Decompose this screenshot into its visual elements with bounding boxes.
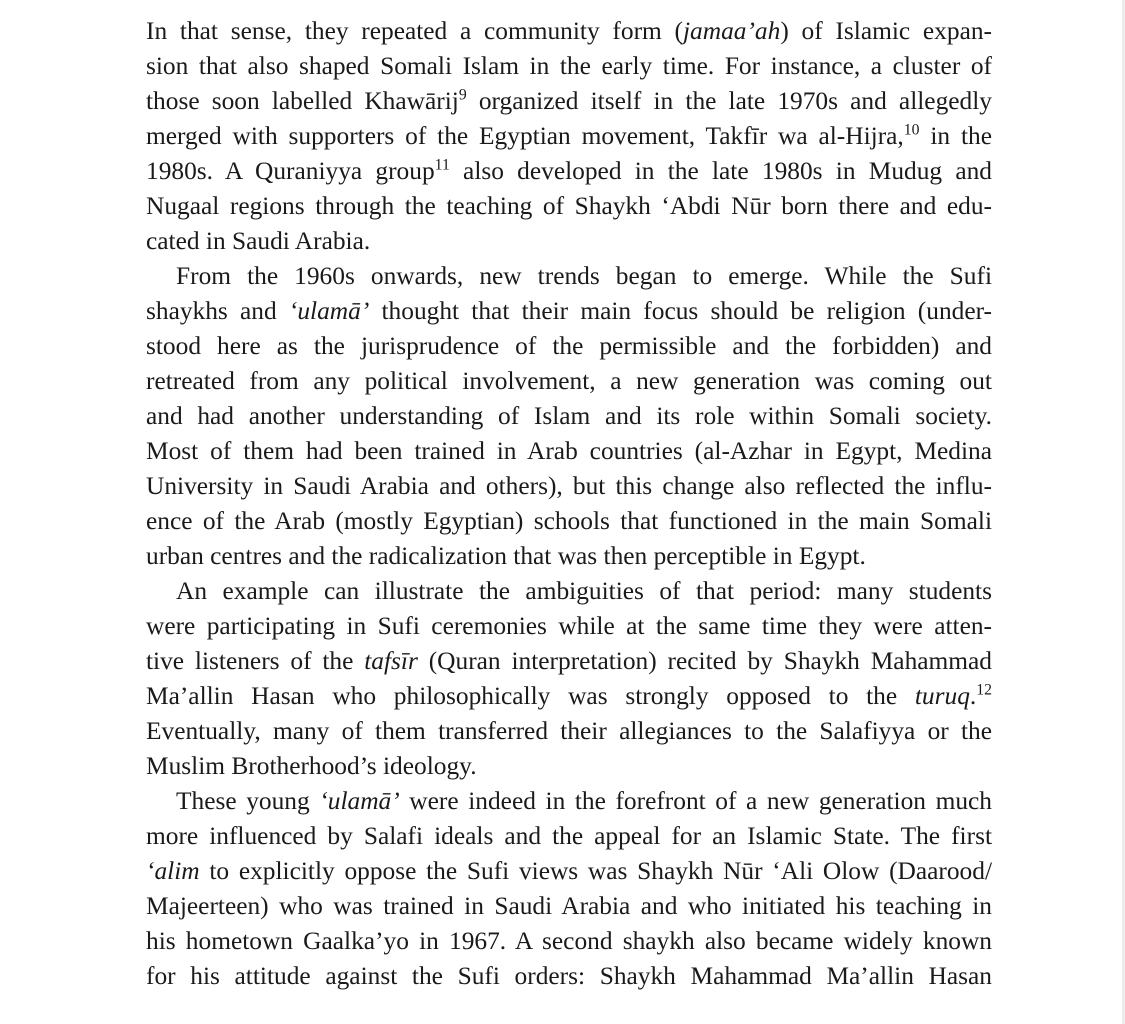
text-run: Majeerteen) who was trained in Saudi Arabia and who initiated his teaching in xyxy=(146,892,992,920)
text-line xyxy=(146,84,992,119)
text-line xyxy=(146,924,992,959)
text-line xyxy=(146,119,992,154)
italic-term: ‘ulamā’ xyxy=(288,297,370,325)
text-line xyxy=(146,469,992,504)
text-run: organized itself in the late 1970s and allegedly xyxy=(466,87,992,115)
text-run: merged with supporters of the Egyptian movement, Takfīr wa al-Hijra, xyxy=(146,122,904,150)
text-run: (Quran interpretation) recited by Shaykh Mahammad xyxy=(417,647,992,675)
italic-term: tafsīr xyxy=(364,647,418,675)
text-line xyxy=(146,189,992,224)
text-line xyxy=(146,259,992,294)
paragraph xyxy=(146,14,992,259)
text-run: urban centres and the radicalization that was then perceptible in Egypt. xyxy=(146,542,866,570)
text-run: those soon labelled Khawārij xyxy=(146,87,459,115)
italic-term: turuq xyxy=(914,682,970,710)
text-run: cated in Saudi Arabia. xyxy=(146,227,371,255)
text-run: sion that also shaped Somali Islam in the early time. For instance, a cluster of xyxy=(146,52,992,80)
footnote-marker[interactable]: 11 xyxy=(434,156,450,174)
text-line xyxy=(146,399,992,434)
text-run: were participating in Sufi ceremonies while at the same time they were atten- xyxy=(146,612,992,640)
text-line xyxy=(146,644,992,679)
text-run: tive listeners of the xyxy=(146,647,365,675)
text-run: to explicitly oppose the Sufi views was Shaykh Nūr ‘Ali Olow (Daarood/ xyxy=(199,857,992,885)
paragraph xyxy=(146,574,992,784)
text-run: These young xyxy=(176,787,320,815)
text-run: for his attitude against the Sufi orders: Shaykh Mahammad Ma’allin Hasan xyxy=(146,962,992,990)
text-run: stood here as the jurisprudence of the permissible and the forbidden) and xyxy=(146,332,992,360)
text-line xyxy=(146,749,992,784)
text-run: Most of them had been trained in Arab countries (al-Azhar in Egypt, Medina xyxy=(146,437,992,465)
italic-term: ‘ulamā’ xyxy=(319,787,400,815)
text-run: ) of Islamic expan- xyxy=(780,17,992,45)
text-run: retreated from any political involvement, a new generation was coming out xyxy=(146,367,992,395)
text-run: In that sense, they repeated a community form ( xyxy=(146,17,683,45)
text-run: his hometown Gaalka’yo in 1967. A second shaykh also became widely known xyxy=(146,927,992,955)
text-line xyxy=(146,714,992,749)
text-line xyxy=(146,329,992,364)
text-line xyxy=(146,539,992,574)
text-run: also developed in the late 1980s in Mudug and xyxy=(449,157,992,185)
text-line xyxy=(146,364,992,399)
footnote-marker[interactable]: 12 xyxy=(976,681,992,699)
footnote-marker[interactable]: 9 xyxy=(458,86,467,104)
text-run: thought that their main focus should be religion (under- xyxy=(369,297,993,325)
footnote-marker[interactable]: 10 xyxy=(903,121,920,139)
text-run: Eventually, many of them transferred their allegiances to the Salafiyya or the xyxy=(146,717,992,745)
paragraph xyxy=(146,784,992,994)
text-line xyxy=(146,504,992,539)
text-line xyxy=(146,889,992,924)
text-line xyxy=(146,154,992,189)
text-line xyxy=(146,959,992,994)
text-line xyxy=(146,49,992,84)
text-line xyxy=(146,574,992,609)
text-run: An example can illustrate the ambiguities of that period: many students xyxy=(176,577,992,605)
text-line xyxy=(146,819,992,854)
text-line xyxy=(146,434,992,469)
text-run: ence of the Arab (mostly Egyptian) schools that functioned in the main Somali xyxy=(146,507,992,535)
text-run: were indeed in the forefront of a new generation much xyxy=(399,787,992,815)
text-run: more influenced by Salafi ideals and the appeal for an Islamic State. The first xyxy=(146,822,992,850)
text-run: and had another understanding of Islam and its role within Somali society. xyxy=(146,402,992,430)
text-line xyxy=(146,784,992,819)
text-run: in the xyxy=(919,122,992,150)
text-line xyxy=(146,679,992,714)
text-run: Ma’allin Hasan who philosophically was strongly opposed to the xyxy=(146,682,915,710)
text-line xyxy=(146,224,992,259)
italic-term: jamaa’ah xyxy=(683,17,781,45)
text-run: shaykhs and xyxy=(146,297,289,325)
text-run: From the 1960s onwards, new trends began to emerge. While the Sufi xyxy=(176,262,992,290)
text-run: Nugaal regions through the teaching of Shaykh ‘Abdi Nūr born there and edu- xyxy=(146,192,992,220)
text-line xyxy=(146,294,992,329)
text-line xyxy=(146,609,992,644)
text-run: Muslim Brotherhood’s ideology. xyxy=(146,752,477,780)
text-run: University in Saudi Arabia and others), but this change also reflected the influ- xyxy=(146,472,992,500)
italic-term: ‘alim xyxy=(146,857,200,885)
document-page xyxy=(146,14,992,994)
paragraph xyxy=(146,259,992,574)
text-run: . xyxy=(969,682,977,710)
text-line xyxy=(146,14,992,49)
text-line xyxy=(146,854,992,889)
text-run: 1980s. A Quraniyya group xyxy=(146,157,435,185)
